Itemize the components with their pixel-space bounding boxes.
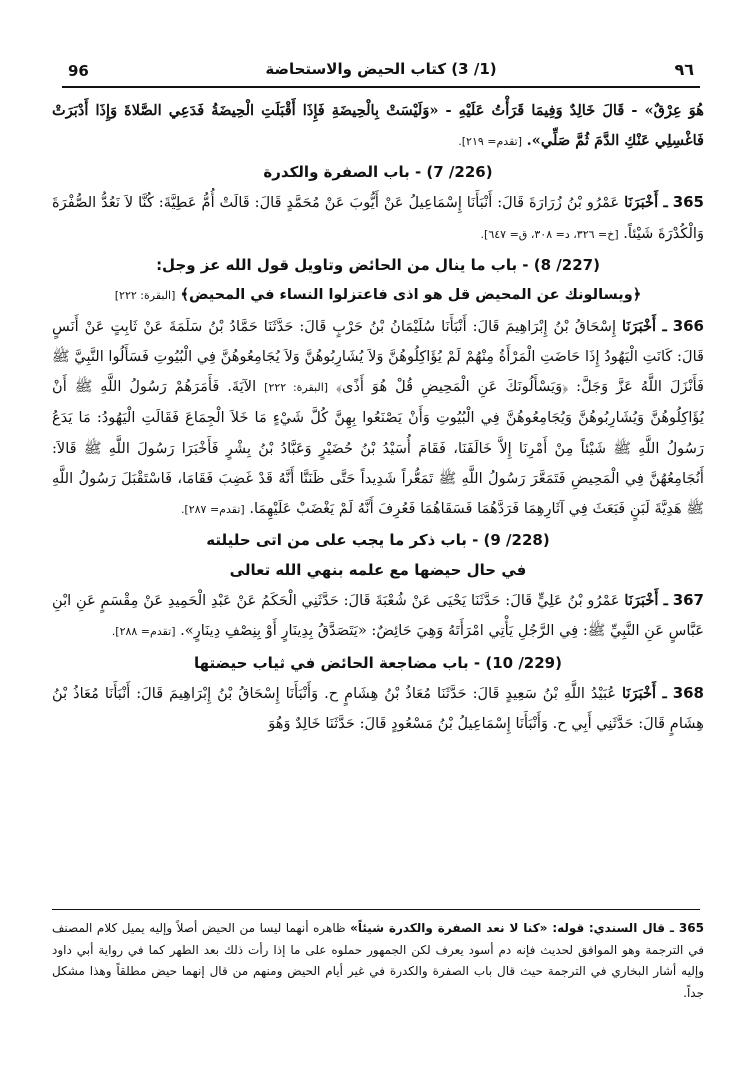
footnote-quote: قوله: «كنا لا نعد الصفرة والكدرة شيئاً» (350, 921, 585, 935)
page-number-latin: 96 (68, 62, 89, 80)
hadith-number: 366 (672, 316, 704, 335)
chapter-heading: (228/ 9) - باب ذكر ما يجب على من اتى حليلته (206, 531, 550, 550)
hadith-text-continued: الآيَةَ. فَأَمَرَهُمْ رَسُولُ اللَّهِ ﷺ أَنْ يُؤَاكِلُوهُنَّ وَيُشَارِبُوهُنَّ وَيُجَامِعُوهُنَّ فِي الْبُيُوتِ وَأَنْ يَصْنَعُوا بِهِنَّ كُلَّ شَيْءٍ مَا خَلاَ الْجِمَاعَ فَقَالَتِ الْيَهُودُ: مَا يَدَعُ رَسُولُ اللَّهِ ﷺ شَيْئاً مِنْ أَمْرِنَا إِلاَّ خَالَفَنَا، فَقَامَ أُسَيْدُ بْنُ حُضَيْرٍ وَعَبَّادُ بْنُ بِشْرٍ فَأَخْبَرَا رَسُولَ اللَّهِ ﷺ قَالاَ: أَنُجَامِعُهُنَّ فِي الْمَحِيضِ فَتَمَعَّرَ رَسُولُ اللَّهِ ﷺ تَمَعُّراً شَدِيداً حَتَّى ظَنَنَّا أَنَّهُ قَدْ غَضِبَ فَقَامَا، فَاسْتَقْبَلَ رَسُولُ اللَّهِ ﷺ هَدِيَّةَ لَبَنٍ فَبَعَثَ فِي آثَارِهِمَا فَرَدَّهُمَا فَسَقَاهُمَا فَعُرِفَ أَنَّهُ لَمْ يَغْضَبْ عَلَيْهِمَا. (52, 378, 704, 518)
continuation-text: هُوَ عِرْقٌ» - قَالَ خَالِدٌ وَفِيمَا قَرَأْتُ عَلَيْهِ - «وَلَيْسَتْ بِالْحِيضَةِ فَإِذَا أَقْبَلَتِ الْحِيضَةُ فَدَعِي الصَّلاةَ وَإِذَا أَدْبَرَتْ فَاغْسِلِي عَنْكِ الدَّمَ ثُمَّ صَلِّي». (52, 102, 704, 150)
footnotes (52, 918, 704, 1004)
hadith-number: 367 (672, 591, 704, 610)
hadith-text: عَمْرُو بْنُ زُرَارَةَ قَالَ: أَنْبَأَنَا إِسْمَاعِيلُ عَنْ أَيُّوبَ عَنْ مُحَمَّدٍ قَالَ: قَالَتْ أُمُّ عَطِيَّةَ: كُنَّا لاَ نَعُدُّ الصُّفْرَةَ وَالْكُدْرَةَ شَيْئاً. (52, 194, 704, 242)
hadith-text: إِسْحَاقُ بْنُ إِبْرَاهِيمَ قَالَ: أَنْبَأَنَا سُلَيْمَانُ بْنُ حَرْبٍ قَالَ: حَدَّثَنَا حَمَّادُ بْنُ سَلَمَةَ عَنْ ثَابِتٍ عَنْ أَنَسٍ قَالَ: كَانَتِ الْيَهُودُ إِذَا حَاضَتِ الْمَرْأَةُ مِنْهُمْ لَمْ يُؤَاكِلُوهُنَّ وَلاَ يُشَارِبُوهُنَّ وَلاَ يُجَامِعُوهُنَّ فِي الْبُيُوتِ فَسَأَلُوا النَّبِيَّ ﷺ فَأَنْزَلَ اللَّهُ عَزَّ وَجَلَّ: ﴿وَيَسْأَلُونَكَ عَنِ الْمَحِيضِ قُلْ هُوَ أَذًى﴾ (52, 317, 705, 396)
hadith-number: 365 (672, 193, 704, 212)
hadith-number: 368 (672, 683, 704, 702)
page-header (62, 58, 700, 88)
chapter-heading-line2: في حال حيضها مع علمه بنهي الله تعالى (229, 561, 527, 580)
akhbarana: ـ أَخْبَرَنَا (622, 684, 667, 702)
akhbarana: ـ أَخْبَرَنَا (624, 592, 668, 610)
hadith-text: عُبَيْدُ اللَّهِ بْنُ سَعِيدٍ قَالَ: حَدَّثَنَا مُعَاذُ بْنُ هِشَامٍ ح. وَأَنْبَأَنَا إِسْحَاقُ بْنُ إِبْرَاهِيمَ قَالَ: أَنْبَأَنَا مُعَاذُ بْنُ هِشَامٍ قَالَ: حَدَّثَنِي أَبِي ح. وَأَنْبَأَنَا إِسْمَاعِيلُ بْنُ مَسْعُودٍ قَالَ: حَدَّثَنَا خَالِدٌ وَهُوَ (52, 684, 704, 732)
cross-reference: [خ= ٣٢٦، د= ٣٠٨، ق= ٦٤٧]. (480, 227, 619, 241)
ayah-text: ﴿ويسالونك عن المحيض قل هو اذى فاعتزلوا النساء في المحيض﴾ (180, 286, 642, 303)
chapter-heading: (229/ 10) - باب مضاجعة الحائض في ثياب حيضتها (194, 653, 562, 672)
akhbarana: ـ أَخْبَرَنَا (624, 194, 668, 212)
paragraph-continuation (52, 96, 704, 157)
hadith-366 (52, 311, 704, 525)
hadith-367 (52, 585, 704, 647)
running-title: (1/ 3) كتاب الحيض والاستحاضة (265, 60, 497, 78)
cross-reference: [تقدم= ٢٨٨]. (111, 625, 176, 639)
footnote-divider (52, 909, 700, 910)
chapter-heading: (227/ 8) - باب ما ينال من الحائض وتاويل قول الله عز وجل: (156, 255, 600, 274)
chapter-heading: (226/ 7) - باب الصفرة والكدرة (263, 163, 493, 182)
hadith-365 (52, 187, 704, 249)
akhbarana: ـ أَخْبَرَنَا (622, 317, 667, 335)
hadith-text: عَمْرُو بْنُ عَلِيٍّ قَالَ: حَدَّثَنَا يَحْيَى عَنْ شُعْبَةَ قَالَ: حَدَّثَنِي الْحَكَمُ عَنْ عَبْدِ الْحَمِيدِ عَنْ مِقْسَمٍ عَنِ ابْنِ عَبَّاسٍ عَنِ النَّبِيِّ ﷺ: فِي الرَّجُلِ يَأْتِي امْرَأَتَهُ وَهِيَ حَائِضٌ: «يَتَصَدَّقُ بِدِينَارٍ أَوْ بِنِصْفِ دِينَارٍ». (52, 592, 704, 640)
cross-reference: [تقدم= ٢١٩]. (458, 135, 522, 149)
page-number-arabic: ٩٦ (674, 60, 694, 79)
hadith-368 (52, 678, 704, 739)
footnote-label: 365 ـ قال السندي: (588, 921, 704, 935)
footnote-text: ظاهره أنهما ليسا من الحيض أصلاً وإليه يميل كلام المصنف في الترجمة وهو الموافق لحديث فإنه دم أسود يعرف لكن الجمهور حملوه على ما إذا رأت ذلك بعد الطهر كما في رواية أبي داود وإليه أشار البخاري في الترجمة حيث قال باب الصفرة والكدرة في غير أيام الحيض ومنهم من قال إنهما حيض مطلقاً وهذا مشكل جداً. (52, 921, 704, 1000)
ayah-reference: [البقرة: ٢٢٢] (264, 381, 329, 395)
main-text (52, 96, 704, 739)
ayah-reference: [البقرة: ٢٢٢] (114, 288, 176, 302)
cross-reference: [تقدم= ٢٨٧]. (180, 503, 245, 517)
ayah-heading (52, 280, 704, 311)
